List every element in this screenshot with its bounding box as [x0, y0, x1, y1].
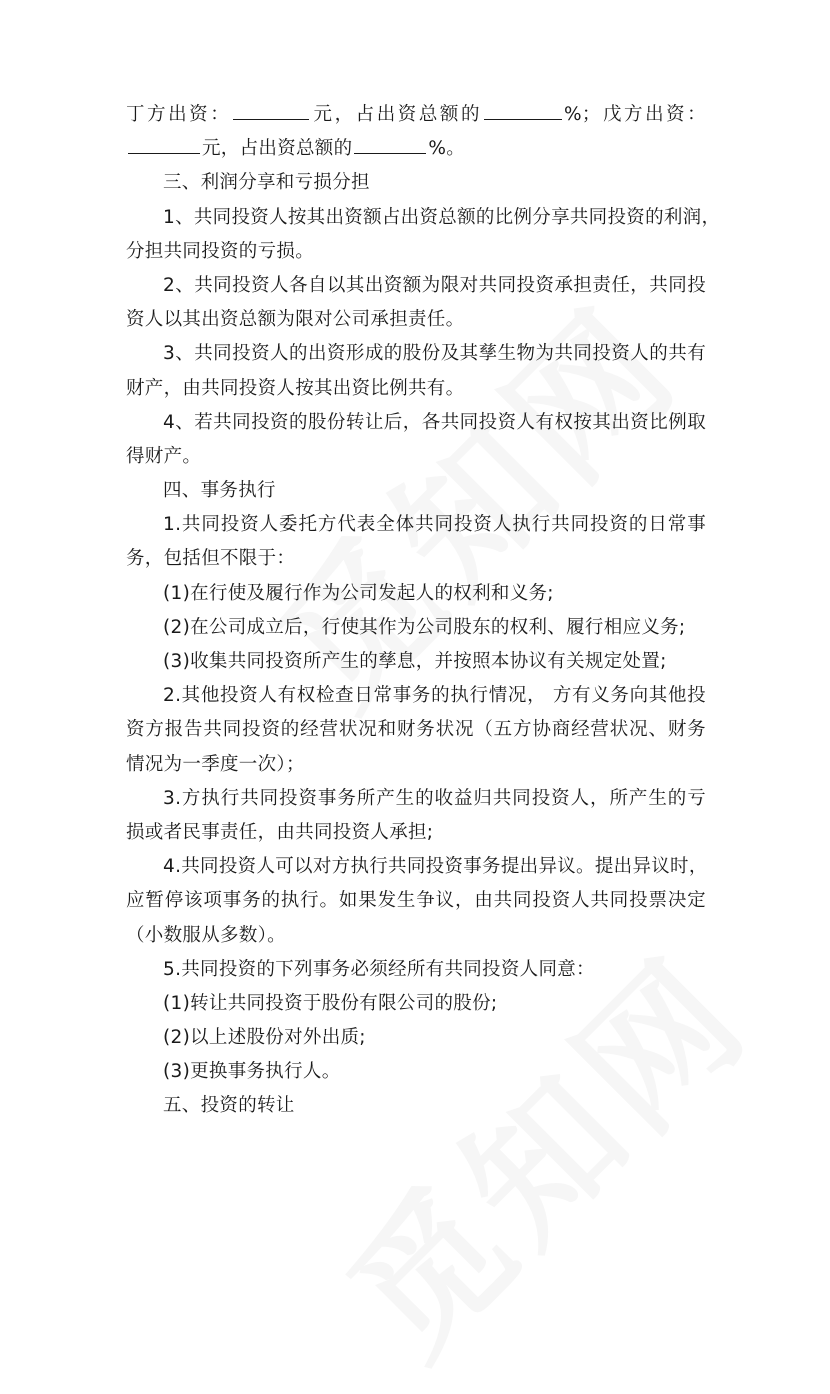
paragraph-lines: [126, 166, 721, 1123]
text-line: 资人以其出资总额为限对公司承担责任。: [126, 309, 465, 331]
text-line: 3、共同投资人的出资形成的股份及其孳生物为共同投资人的共有: [163, 343, 706, 365]
blank-field: [233, 99, 309, 120]
text-line: 4、若共同投资的股份转让后，各共同投资人有权按其出资比例取: [163, 411, 706, 433]
text-line: 五、投资的转让: [163, 1095, 295, 1117]
blank-field: [354, 133, 426, 154]
text-line: 情况为一季度一次）；: [126, 753, 305, 775]
text-line: 分担共同投资的亏损。: [126, 240, 315, 262]
text-line: 得财产。: [126, 445, 202, 467]
text-line: (2)以上述股份对外出质;: [163, 1027, 366, 1049]
text-line: (1)转让共同投资于股份有限公司的股份;: [163, 992, 498, 1014]
text-line: 财产，由共同投资人按其出资比例共有。: [126, 377, 465, 399]
text-line: (3)收集共同投资所产生的孳息，并按照本协议有关规定处置;: [163, 651, 667, 672]
fill-line-2: [126, 132, 706, 166]
text-line: 务，包括但不限于：: [126, 548, 296, 570]
fill-line-2-part2: %。: [428, 138, 466, 160]
text-line: (1)在行使及履行作为公司发起人的权利和义务;: [163, 582, 554, 604]
text-line: 四、事务执行: [163, 480, 276, 502]
text-line: 2.其他投资人有权检查日常事务的执行情况， 方有义务向其他投: [163, 685, 706, 707]
text-line: 4.共同投资人可以对方执行共同投资事务提出异议。提出异议时，: [163, 856, 708, 878]
text-line: 资方报告共同投资的经营状况和财务状况（五方协商经营状况、财务: [126, 719, 706, 741]
blank-field: [484, 99, 562, 120]
fill-line-1: [126, 98, 706, 132]
text-line: 三、利润分享和亏损分担: [163, 172, 370, 194]
text-line: (2)在公司成立后，行使其作为公司股东的权利、履行相应义务;: [163, 616, 686, 638]
text-line: 2、共同投资人各自以其出资额为限对共同投资承担责任，共同投: [163, 274, 706, 296]
text-line: 应暂停该项事务的执行。如果发生争议，由共同投资人共同投票决定: [126, 890, 706, 912]
text-line: 5.共同投资的下列事务必须经所有共同投资人同意：: [163, 958, 595, 980]
document-body: [126, 98, 721, 1124]
fill-line-1-part2: 元，占出资总额的: [311, 104, 483, 125]
blank-field: [128, 133, 200, 154]
fill-line-2-part1: 元，占出资总额的: [202, 138, 353, 160]
fill-line-1-part1: 丁方出资：: [126, 104, 232, 125]
text-line: 损或者民事责任，由共同投资人承担;: [126, 821, 434, 843]
text-line: 1.共同投资人委托方代表全体共同投资人执行共同投资的日常事: [163, 514, 706, 536]
text-line: （小数服从多数）。: [126, 924, 286, 946]
text-line: 3.方执行共同投资事务所产生的收益归共同投资人，所产生的亏: [163, 787, 706, 809]
text-line: 1、共同投资人按其出资额占出资总额的比例分享共同投资的利润，: [163, 206, 721, 228]
fill-line-1-part3: %；戊方出资：: [564, 104, 706, 125]
text-line: (3)更换事务执行人。: [163, 1061, 341, 1083]
